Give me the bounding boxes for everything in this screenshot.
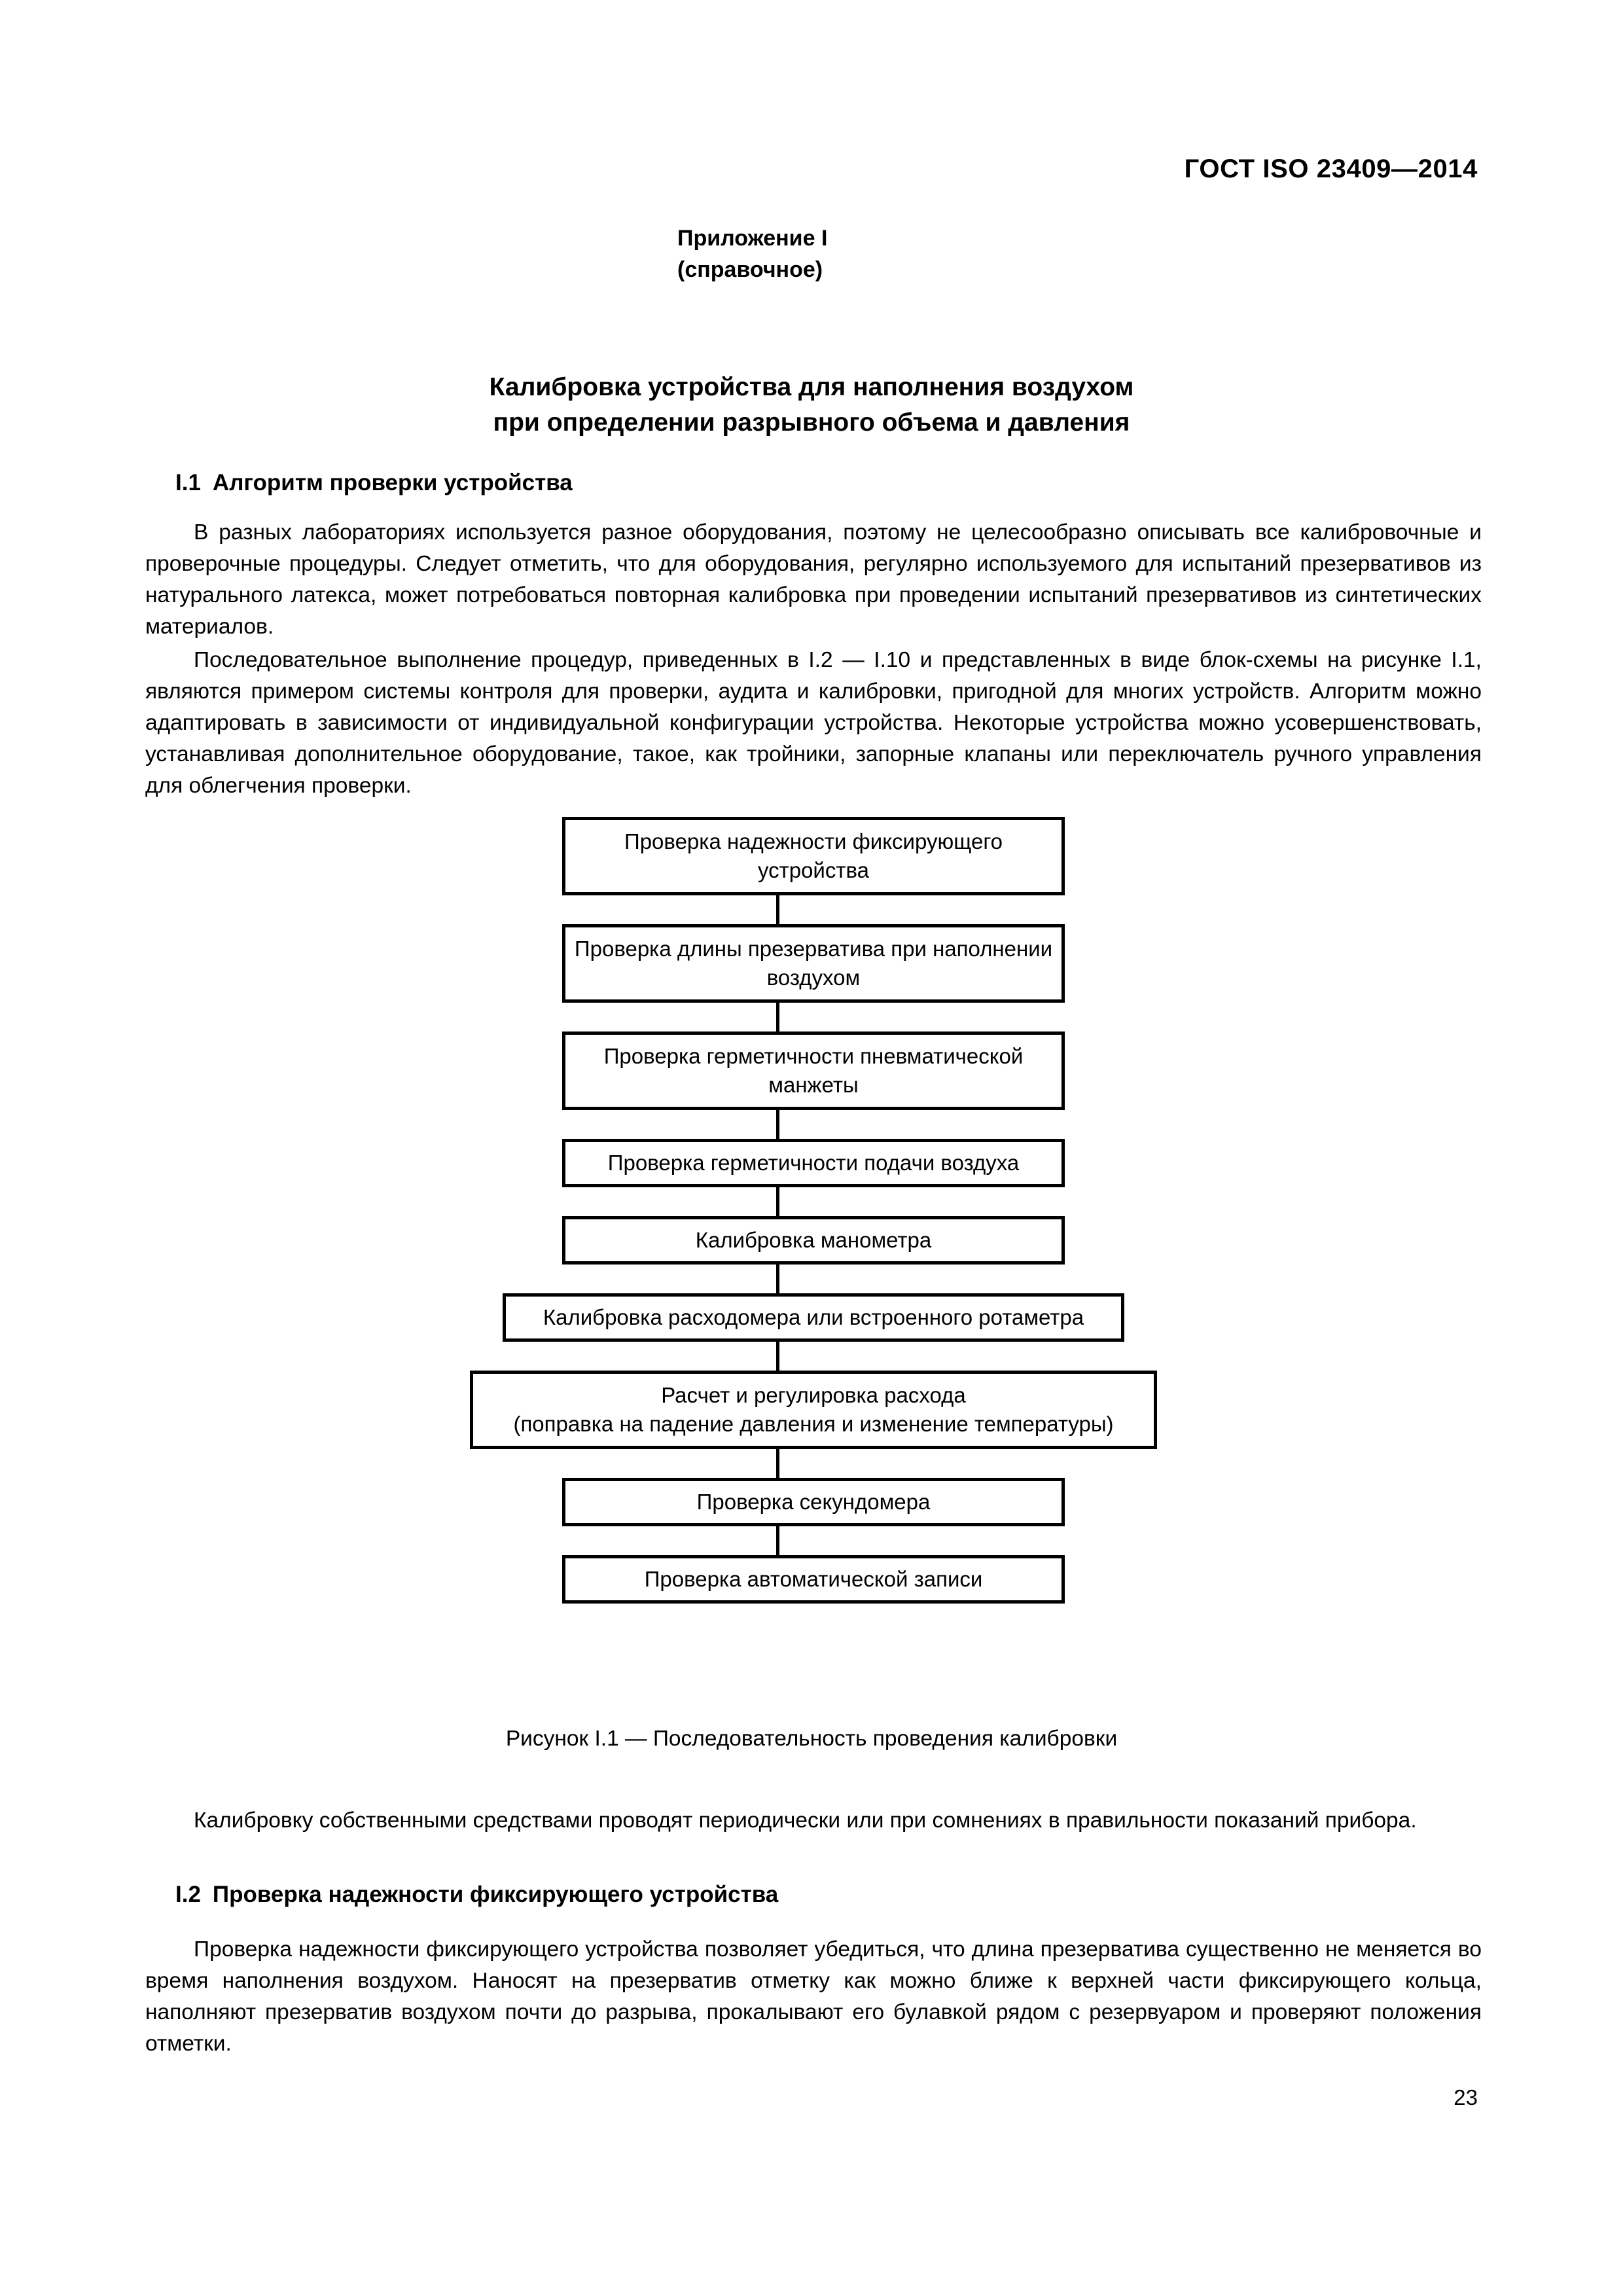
- flowchart-step-1-label: Проверка надежности фиксирующего устройства: [624, 829, 1003, 882]
- flowchart-step-6: [503, 1293, 1124, 1342]
- flowchart-step-5-label: Калибровка манометра: [695, 1227, 932, 1252]
- flowchart-row: [0, 817, 1623, 895]
- flowchart-step-2-label: Проверка длины презерватива при наполнении воздухом: [574, 936, 1053, 990]
- flowchart-connector-5-6: [0, 1265, 1623, 1293]
- section-heading-i2: [175, 1882, 778, 1908]
- paragraph-i2-1: [145, 1934, 1482, 2060]
- flowchart-row: [0, 924, 1623, 1003]
- section-title-i1: Алгоритм проверки устройства: [212, 470, 573, 495]
- paragraph-i1-2: [145, 645, 1482, 802]
- flowchart-connector-2-3: [0, 1003, 1623, 1031]
- flowchart-row: [0, 1139, 1623, 1187]
- flowchart-step-9-label: Проверка автоматической записи: [644, 1566, 983, 1591]
- section-number-i1: I.1: [175, 470, 201, 495]
- page-title-line-1: Калибровка устройства для наполнения воздухом: [489, 373, 1134, 401]
- paragraph-text: В разных лабораториях используется разное оборудования, поэтому не целесообразно описывать все калибровочные и проверочные процедуры. Следует отметить, что для оборудования, регулярно используемого для испытаний презервативов из натурального латекса, может потребоваться повторная калибровка при проведении испытаний презервативов из синтетических материалов.: [145, 520, 1482, 639]
- page-title-line-2: при определении разрывного объема и давления: [493, 408, 1130, 437]
- section-title-i2: Проверка надежности фиксирующего устройства: [212, 1882, 779, 1907]
- calibration-flowchart: [0, 817, 1623, 1604]
- annex-label: Приложение I: [677, 226, 828, 251]
- flowchart-connector-8-9: [0, 1526, 1623, 1555]
- paragraph-text: Проверка надежности фиксирующего устройства позволяет убедиться, что длина презерватива существенно не меняется во время наполнения воздухом. Наносят на презерватив отметку как можно ближе к верхней части фиксирующего кольца, наполняют презерватив воздухом почти до разрыва, прокалывают его булавкой рядом с резервуаром и проверяют положения отметки.: [145, 1937, 1482, 2056]
- flowchart-row: [0, 1216, 1623, 1265]
- paragraph-i1-1: [145, 517, 1482, 643]
- section-heading-i1: [175, 470, 573, 496]
- flowchart-step-8-label: Проверка секундомера: [696, 1489, 931, 1514]
- flowchart-step-3-label: Проверка герметичности пневматической манжеты: [603, 1043, 1024, 1097]
- flowchart-connector-7-8: [0, 1449, 1623, 1478]
- section-number-i2: I.2: [175, 1882, 201, 1907]
- flowchart-step-5: [562, 1216, 1065, 1265]
- flowchart-step-2: [562, 924, 1065, 1003]
- annex-block: [677, 223, 827, 286]
- flowchart-row: [0, 1478, 1623, 1526]
- flowchart-connector-1-2: [0, 895, 1623, 924]
- flowchart-step-1: [562, 817, 1065, 895]
- flowchart-step-8: [562, 1478, 1065, 1526]
- flowchart-step-4: [562, 1139, 1065, 1187]
- flowchart-row: [0, 1293, 1623, 1342]
- figure-caption: Рисунок I.1 — Последовательность проведения калибровки: [505, 1727, 1118, 1751]
- flowchart-step-7-label: Расчет и регулировка расхода (поправка на падение давления и изменение температуры): [513, 1382, 1114, 1436]
- flowchart-row: [0, 1031, 1623, 1110]
- flowchart-connector-4-5: [0, 1187, 1623, 1216]
- flowchart-step-3: [562, 1031, 1065, 1110]
- paragraph-text: Последовательное выполнение процедур, приведенных в I.2 — I.10 и представленных в виде блок-схемы на рисунке I.1, являются примером системы контроля для проверки, аудита и калибровки, пригодной для многих устройств. Алгоритм можно адаптировать в зависимости от индивидуальной конфигурации устройства. Некоторые устройства можно усовершенствовать, устанавливая дополнительное оборудование, такое, как тройники, запорные клапаны или переключатель ручного управления для облегчения проверки.: [145, 648, 1482, 798]
- standard-number-header: ГОСТ ISO 23409—2014: [1184, 154, 1478, 183]
- flowchart-connector-6-7: [0, 1342, 1623, 1371]
- flowchart-step-6-label: Калибровка расходомера или встроенного ротаметра: [543, 1304, 1084, 1329]
- flowchart-row: [0, 1371, 1623, 1449]
- paragraph-i1-3: [145, 1805, 1482, 1837]
- flowchart-row: [0, 1555, 1623, 1604]
- page-title: [177, 370, 1446, 440]
- flowchart-step-7: [470, 1371, 1157, 1449]
- flowchart-step-4-label: Проверка герметичности подачи воздуха: [607, 1150, 1020, 1175]
- flowchart-step-9: [562, 1555, 1065, 1604]
- flowchart-connector-3-4: [0, 1110, 1623, 1139]
- paragraph-text: Калибровку собственными средствами проводят периодически или при сомнениях в правильности показаний прибора.: [194, 1808, 1417, 1833]
- annex-kind: (справочное): [677, 257, 823, 283]
- page-number: 23: [1454, 2085, 1478, 2109]
